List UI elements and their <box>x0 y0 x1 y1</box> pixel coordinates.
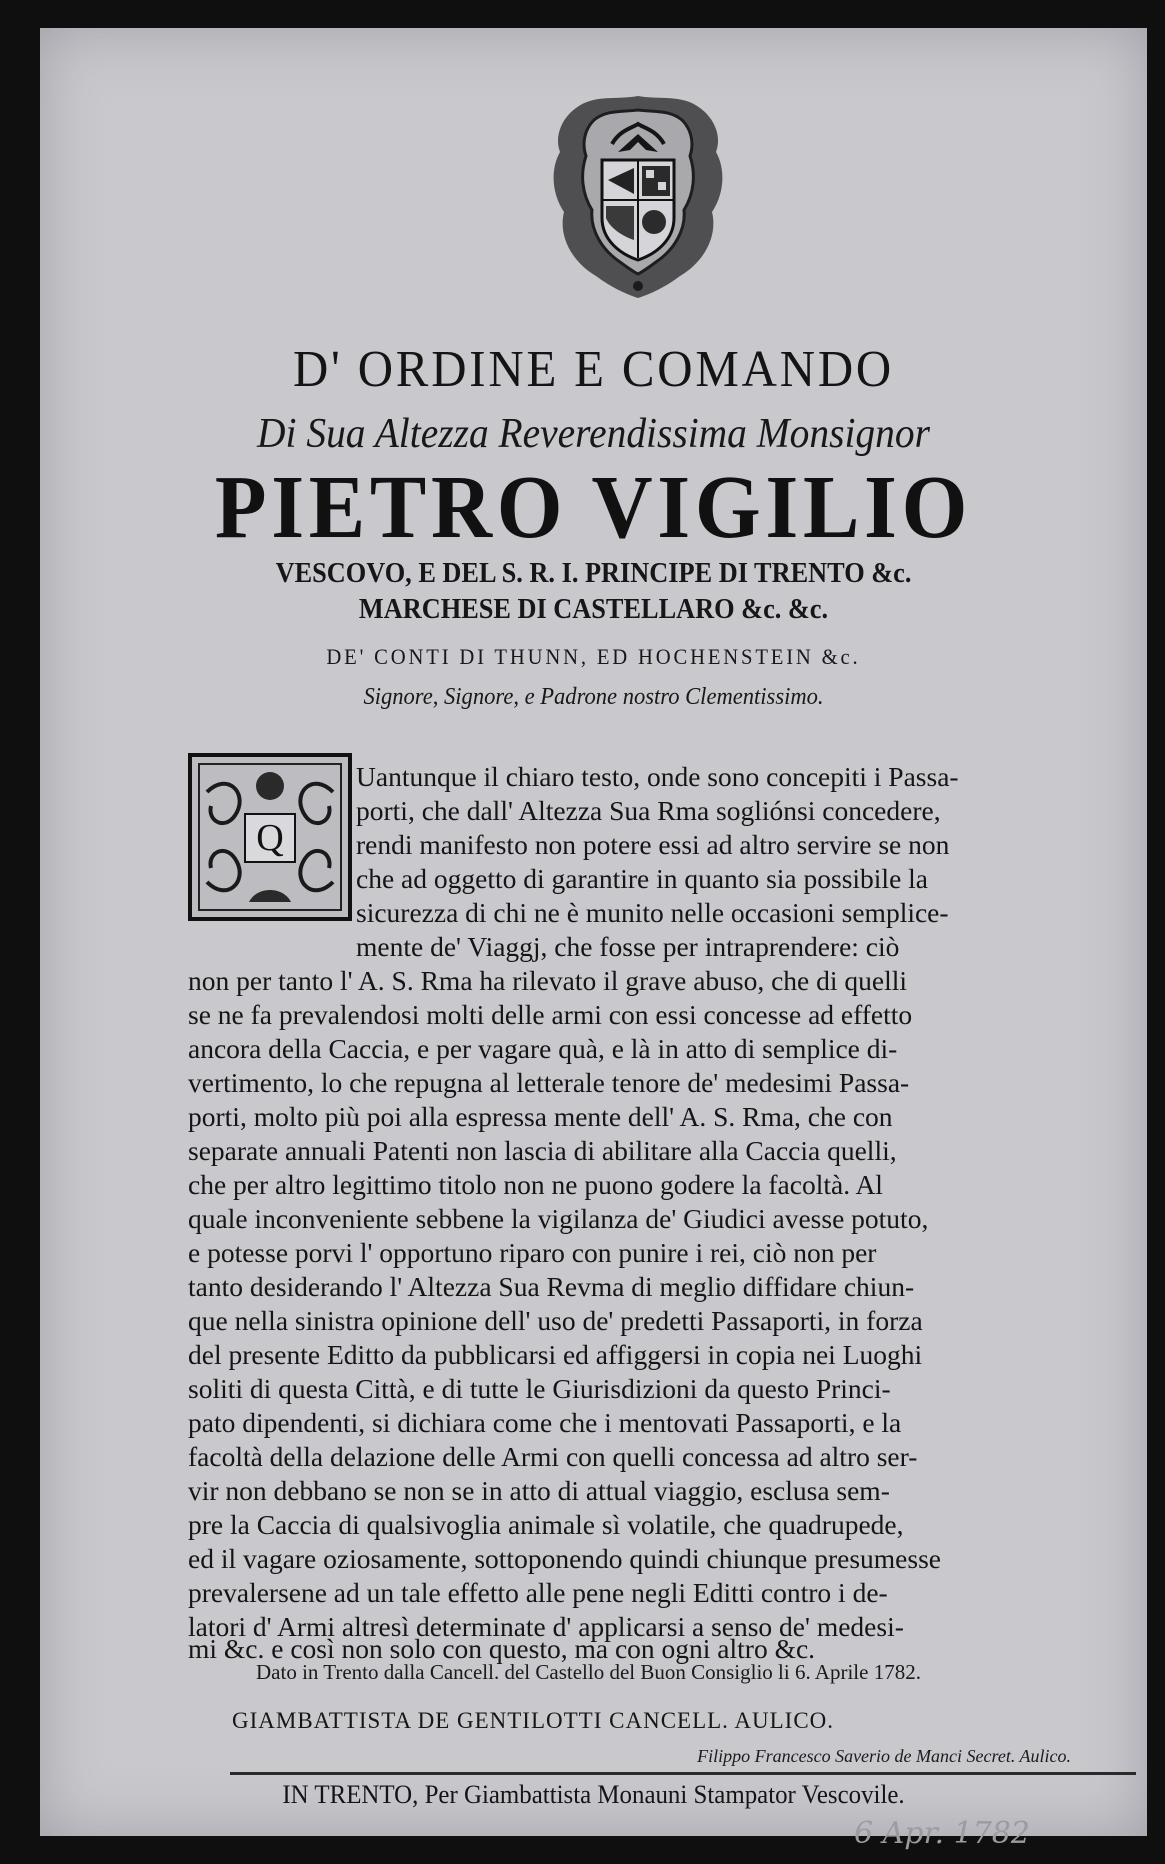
heading-order: D' ORDINE E COMANDO <box>292 341 895 398</box>
dropcap-letter: Q <box>256 817 284 859</box>
heading-highness: Di Sua Altezza Reverendissima Monsignor <box>257 411 930 457</box>
heading-lord: Signore, Signore, e Padrone nostro Clementissimo. <box>363 684 824 710</box>
body-line: Uantunque il chiaro testo, onde sono concepiti i Passa- <box>356 761 959 792</box>
body-line: latori d' Armi altresì determinate d' applicarsi a senso de' medesi- <box>188 1611 904 1642</box>
body-line: soliti di questa Città, e di tutte le Giurisdizioni da questo Princi- <box>188 1373 891 1404</box>
handwritten-date-note: 6 Apr. 1782 <box>854 1816 1030 1851</box>
body-line: se ne fa prevalendosi molti delle armi con essi concesse ad effetto <box>188 999 913 1030</box>
decorated-initial <box>187 752 353 922</box>
body-line: rendi manifesto non potere essi ad altro servire se non <box>356 829 950 860</box>
body-line: ed il vagare oziosamente, sottoponendo quindi chiunque presumesse <box>188 1543 942 1574</box>
body-line: pre la Caccia di qualsivoglia animale sì volatile, che quadrupede, <box>188 1509 904 1540</box>
dated-line: Dato in Trento dalla Cancell. del Castello del Buon Consiglio li 6. Aprile 1782. <box>256 1660 921 1684</box>
body-line: e potesse porvi l' opportuno riparo con punire i rei, ciò non per <box>188 1237 877 1268</box>
heading-title-line: VESCOVO, E DEL S. R. I. PRINCIPE DI TRENTO &c. <box>275 558 912 589</box>
body-line: porti, molto più poi alla espressa mente dell' A. S. Rma, che con <box>188 1101 893 1132</box>
body-line: porti, che dall' Altezza Sua Rma sogliónsi concedere, <box>356 795 941 826</box>
body-line: pato dipendenti, si dichiara come che i mentovati Passaporti, e la <box>188 1407 902 1438</box>
coat-of-arms-emblem <box>546 90 730 302</box>
body-line: que nella sinistra opinione dell' uso de' predetti Passaporti, in forza <box>188 1305 923 1336</box>
body-line: vertimento, lo che repugna al letterale tenore de' medesimi Passa- <box>188 1067 910 1098</box>
body-line: ancora della Caccia, e per vagare quà, e là in atto di semplice di- <box>188 1033 898 1064</box>
body-line: quale inconveniente sebbene la vigilanza de' Giudici avesse potuto, <box>188 1203 929 1234</box>
body-line: che ad oggetto di garantire in quanto sia possibile la <box>356 863 928 894</box>
edict-sheet <box>40 28 1147 1851</box>
heading-title-line: MARCHESE DI CASTELLARO &c. &c. <box>358 594 829 625</box>
secretary-line: Filippo Francesco Saverio de Manci Secret. Aulico. <box>697 1746 1071 1766</box>
body-line: vir non debbano se non se in atto di attual viaggio, esclusa sem- <box>188 1475 890 1506</box>
body-line: mente de' Viaggj, che fosse per intraprendere: ciò <box>356 931 900 962</box>
body-line: facoltà della delazione delle Armi con quelli concessa ad altro ser- <box>188 1441 918 1472</box>
heading-counts: DE' CONTI DI THUNN, ED HOCHENSTEIN &c. <box>326 644 861 669</box>
body-line: tanto desiderando l' Altezza Sua Revma di meglio diffidare chiun- <box>188 1271 915 1302</box>
heading-name: PIETRO VIGILIO <box>214 458 973 557</box>
body-line: che per altro legittimo titolo non ne puono godere la facoltà. Al <box>188 1169 883 1200</box>
body-line: separate annuali Patenti non lascia di abilitare alla Caccia quelli, <box>188 1135 897 1166</box>
divider-rule <box>230 1772 1136 1775</box>
body-line: mi &c. e così non solo con questo, ma con ogni altro &c. <box>188 1633 816 1664</box>
body-line: sicurezza di chi ne è munito nelle occasioni semplice- <box>356 897 949 928</box>
signer-line: GIAMBATTISTA DE GENTILOTTI CANCELL. AULICO. <box>232 1708 835 1733</box>
body-line: del presente Editto da pubblicarsi ed affiggersi in copia nei Luoghi <box>188 1339 923 1370</box>
body-line: prevalersene ad un tale effetto alle pene negli Editti contro i de- <box>188 1577 888 1608</box>
body-line: non per tanto l' A. S. Rma ha rilevato il grave abuso, che di quelli <box>188 965 908 996</box>
printer-imprint: IN TRENTO, Per Giambattista Monauni Stampator Vescovile. <box>282 1780 905 1809</box>
